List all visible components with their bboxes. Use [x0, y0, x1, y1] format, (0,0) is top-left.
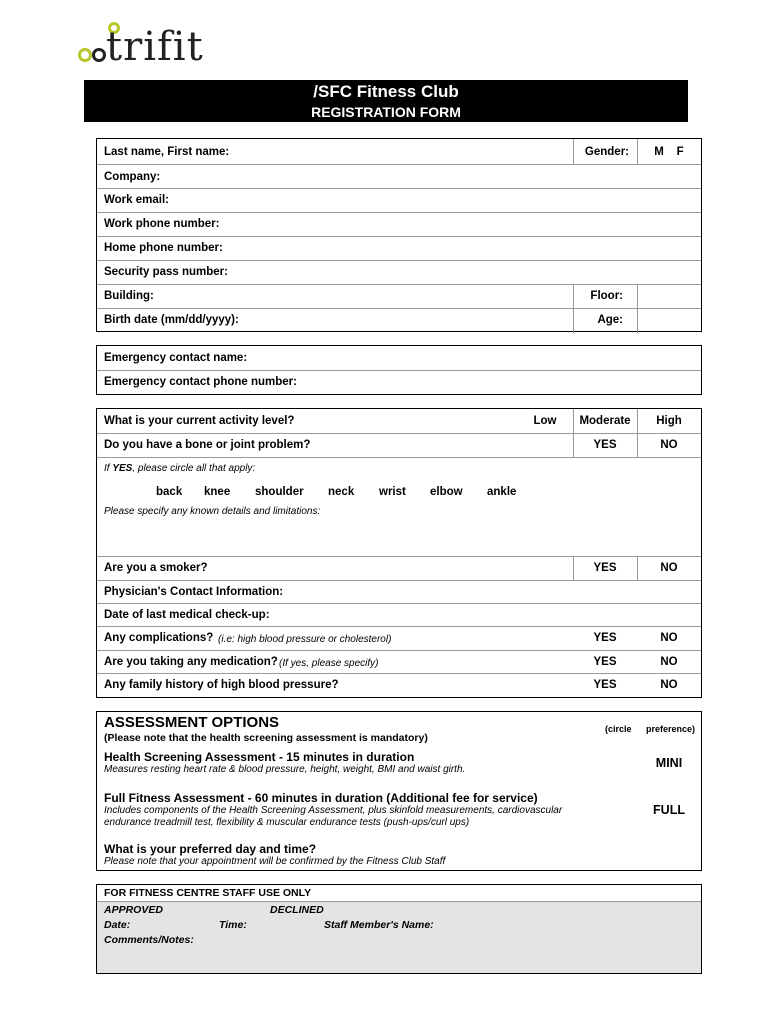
company-row[interactable] — [97, 165, 701, 189]
bone-no[interactable]: NO — [660, 439, 678, 451]
emergency-phone-row[interactable] — [97, 371, 701, 395]
checkup-row[interactable] — [97, 604, 701, 627]
staff-time-label: Time: — [219, 919, 247, 931]
company-label: Company: — [104, 171, 161, 183]
medication-label: Are you taking any medication? — [104, 656, 278, 668]
preferred-day-note: Please note that your appointment will be confirmed by the Fitness Club Staff — [104, 856, 446, 867]
complications-label: Any complications? — [104, 632, 214, 644]
emergency-phone-label: Emergency contact phone number: — [104, 376, 297, 388]
full-assessment-desc-1: Includes components of the Health Screening Assessment, plus skinfold measurements, cardiovascular — [104, 805, 563, 816]
security-pass-row[interactable] — [97, 261, 701, 285]
home-phone-row[interactable] — [97, 237, 701, 261]
if-yes-suffix: , please circle all that apply: — [132, 463, 256, 474]
declined-label[interactable]: DECLINED — [270, 904, 324, 916]
joint-ankle[interactable]: ankle — [487, 486, 517, 498]
joints-area[interactable] — [97, 458, 701, 557]
name-label: Last name, First name: — [104, 146, 230, 158]
age-label: Age: — [597, 314, 623, 326]
joint-shoulder[interactable]: shoulder — [255, 486, 304, 498]
smoker-row — [97, 557, 701, 581]
health-section — [96, 408, 702, 698]
logo-ring-dark — [92, 48, 106, 62]
joint-elbow[interactable]: elbow — [430, 486, 463, 498]
staff-header-bar — [97, 885, 701, 902]
family-label: Any family history of high blood pressure? — [104, 679, 339, 691]
medication-row — [97, 651, 701, 674]
floor-label: Floor: — [590, 290, 623, 302]
form-title: /SFC Fitness Club — [313, 82, 459, 101]
bone-yes[interactable]: YES — [593, 439, 617, 451]
complications-yes[interactable]: YES — [593, 632, 617, 644]
logo-ring-green — [78, 48, 92, 62]
staff-header: FOR FITNESS CENTRE STAFF USE ONLY — [104, 887, 312, 899]
emergency-name-label: Emergency contact name: — [104, 352, 248, 364]
gender-options[interactable]: M F — [654, 146, 684, 158]
medication-note: (If yes, please specify) — [279, 658, 379, 669]
assessment-title: ASSESSMENT OPTIONS — [104, 714, 280, 731]
approved-label[interactable]: APPROVED — [104, 904, 163, 916]
emergency-name-row[interactable] — [97, 346, 701, 371]
logo-text: trifit — [106, 24, 204, 70]
work-phone-label: Work phone number: — [104, 218, 220, 230]
birth-row[interactable] — [97, 309, 701, 333]
family-row — [97, 674, 701, 698]
name-row[interactable] — [97, 139, 701, 165]
emergency-section — [96, 345, 702, 395]
activity-row — [97, 409, 701, 434]
circle-label: (circle — [605, 724, 632, 734]
home-phone-label: Home phone number: — [104, 242, 223, 254]
health-screening-title: Health Screening Assessment - 15 minutes in duration — [104, 750, 415, 764]
building-row[interactable] — [97, 285, 701, 309]
activity-low[interactable]: Low — [533, 415, 557, 427]
security-pass-label: Security pass number: — [104, 266, 228, 278]
personal-info-section — [96, 138, 702, 332]
work-phone-row[interactable] — [97, 213, 701, 237]
if-yes-instruction — [104, 463, 255, 474]
joint-back[interactable]: back — [156, 486, 183, 498]
health-screening-desc: Measures resting heart rate & blood pressure, height, weight, BMI and waist girth. — [104, 764, 466, 775]
assessment-section — [96, 711, 702, 871]
full-assessment-title: Full Fitness Assessment - 60 minutes in duration (Additional fee for service) — [104, 791, 538, 805]
staff-member-label: Staff Member's Name: — [324, 919, 434, 931]
joint-neck[interactable]: neck — [328, 486, 355, 498]
bone-row — [97, 434, 701, 458]
physician-row[interactable] — [97, 581, 701, 604]
smoker-yes[interactable]: YES — [593, 562, 617, 574]
if-yes-bold: YES — [112, 463, 133, 474]
preference-label: preference) — [646, 724, 696, 734]
gender-label: Gender: — [584, 146, 629, 158]
assessment-note: (Please note that the health screening assessment is mandatory) — [104, 732, 428, 744]
physician-label: Physician's Contact Information: — [104, 586, 284, 598]
building-label: Building: — [104, 290, 154, 302]
form-subtitle: REGISTRATION FORM — [311, 104, 461, 120]
checkup-label: Date of last medical check-up: — [104, 609, 270, 621]
staff-section — [96, 884, 702, 974]
mini-option[interactable]: MINI — [655, 756, 683, 770]
birth-date-label: Birth date (mm/dd/yyyy): — [104, 314, 239, 326]
family-yes[interactable]: YES — [593, 679, 617, 691]
bone-label: Do you have a bone or joint problem? — [104, 439, 311, 451]
preferred-day-label[interactable]: What is your preferred day and time? — [104, 842, 317, 856]
complications-row — [97, 627, 701, 651]
work-email-row[interactable] — [97, 189, 701, 213]
smoker-no[interactable]: NO — [660, 562, 678, 574]
activity-high[interactable]: High — [656, 415, 682, 427]
specify-label: Please specify any known details and limitations: — [104, 506, 321, 517]
joint-knee[interactable]: knee — [204, 486, 231, 498]
smoker-label: Are you a smoker? — [104, 562, 208, 574]
full-option[interactable]: FULL — [653, 803, 685, 817]
trifit-logo — [78, 22, 238, 72]
staff-date-label: Date: — [104, 919, 131, 931]
activity-label: What is your current activity level? — [104, 415, 295, 427]
complications-note: (i.e: high blood pressure or cholesterol) — [218, 634, 392, 645]
medication-no[interactable]: NO — [660, 656, 678, 668]
family-no[interactable]: NO — [660, 679, 678, 691]
activity-moderate[interactable]: Moderate — [579, 415, 631, 427]
complications-no[interactable]: NO — [660, 632, 678, 644]
work-email-label: Work email: — [104, 194, 169, 206]
form-banner — [84, 80, 688, 122]
joint-wrist[interactable]: wrist — [379, 486, 406, 498]
comments-label: Comments/Notes: — [104, 934, 194, 946]
medication-yes[interactable]: YES — [593, 656, 617, 668]
if-yes-prefix: If — [104, 463, 113, 474]
full-assessment-desc-2: endurance treadmill test, flexibility & muscular endurance tests (push-ups/curl ups) — [104, 817, 470, 828]
